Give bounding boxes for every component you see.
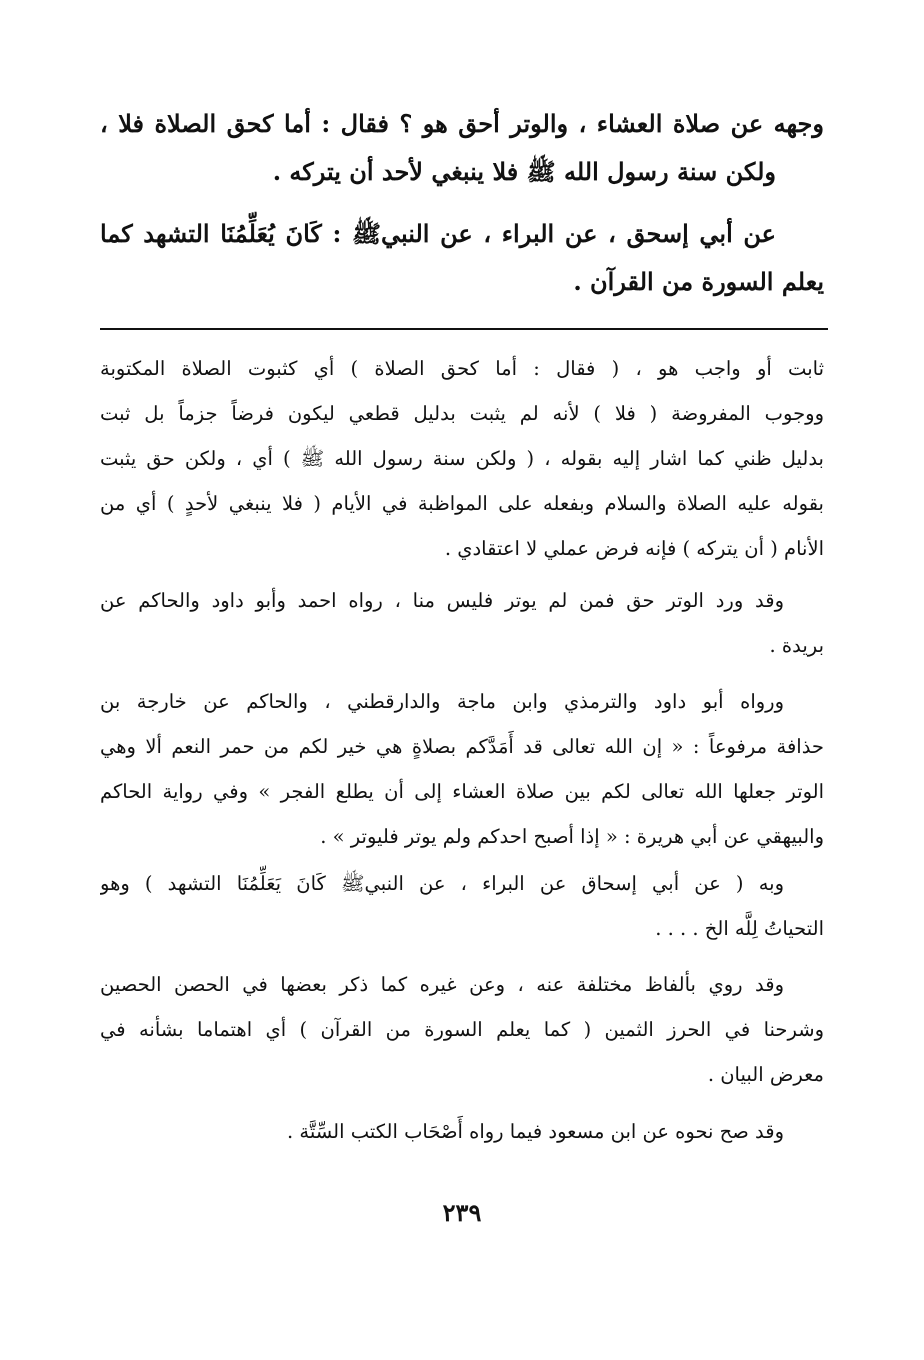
commentary-line: بقوله عليه الصلاة والسلام وبفعله على المواظبة في الأيام ( فلا ينبغي لأحدٍ ) أي من	[100, 492, 824, 515]
main-paragraph-2	[100, 210, 824, 306]
main-line: عن أبي إسحق ، عن البراء ، عن النبيﷺ : كَانَ يُعَلِّمُنَا التشهد كما	[100, 219, 776, 248]
commentary-line: الأنام ( أن يتركه ) فإنه فرض عملي لا اعتقادي .	[444, 537, 824, 560]
commentary-line: وبه ( عن أبي إسحاق عن البراء ، عن النبيﷺ كَانَ يَعَلِّمُنَا التشهد ) وهو	[100, 872, 784, 895]
main-line: يعلم السورة من القرآن .	[573, 267, 824, 296]
commentary-paragraph-5	[100, 962, 824, 1097]
main-line: ولكن سنة رسول الله ﷺ فلا ينبغي لأحد أن يتركه .	[272, 157, 776, 186]
commentary-paragraph-1	[100, 346, 824, 571]
page-number: ٢٣٩	[442, 1198, 482, 1227]
commentary-line: حذافة مرفوعاً : « إن الله تعالى قد أَمَدَّكم بصلاةٍ هي خير لكم من حمر النعم ألا وهي	[100, 735, 824, 758]
commentary-paragraph-6	[100, 1109, 824, 1154]
commentary-line: وقد صح نحوه عن ابن مسعود فيما رواه أَصْحَاب الكتب السِّتَّة .	[287, 1120, 784, 1143]
commentary-paragraph-3	[100, 679, 824, 859]
main-paragraph-1	[100, 100, 824, 196]
section-divider	[100, 328, 828, 330]
commentary-line: معرض البيان .	[707, 1063, 824, 1086]
commentary-line: ووجوب المفروضة ( فلا ) لأنه لم يثبت بدليل قطعي ليكون فرضاً جزماً بل ثبت	[100, 402, 824, 425]
commentary-line: التحياتُ لِلَّه الخ . . . .	[655, 917, 824, 940]
commentary-paragraph-2	[100, 578, 824, 668]
commentary-line: بريدة .	[769, 634, 824, 657]
commentary-line: ورواه أبو داود والترمذي وابن ماجة والدارقطني ، والحاكم عن خارجة بن	[100, 690, 784, 713]
commentary-line: ثابت أو واجب هو ، ( فقال : أما كحق الصلاة ) أي كثبوت الصلاة المكتوبة	[100, 357, 824, 380]
commentary-line: الوتر جعلها الله تعالى لكم بين صلاة العشاء إلى أن يطلع الفجر » وفي رواية الحاكم	[100, 780, 824, 803]
commentary-line: وشرحنا في الحرز الثمين ( كما يعلم السورة من القرآن ) أي اهتماما بشأنه في	[100, 1018, 824, 1041]
commentary-line: بدليل ظني كما اشار إليه بقوله ، ( ولكن سنة رسول الله ﷺ ) أي ، ولكن حق يثبت	[100, 447, 824, 470]
commentary-line: وقد روي بألفاظ مختلفة عنه ، وعن غيره كما ذكر بعضها في الحصن الحصين	[100, 973, 784, 996]
commentary-line: والبيهقي عن أبي هريرة : « إذا أصبح احدكم ولم يوتر فليوتر » .	[320, 825, 824, 848]
commentary-line: وقد ورد الوتر حق فمن لم يوتر فليس منا ، رواه احمد وأبو داود والحاكم عن	[100, 589, 784, 612]
main-line: وجهه عن صلاة العشاء ، والوتر أحق هو ؟ فقال : أما كحق الصلاة فلا ،	[100, 109, 824, 138]
commentary-paragraph-4	[100, 861, 824, 951]
